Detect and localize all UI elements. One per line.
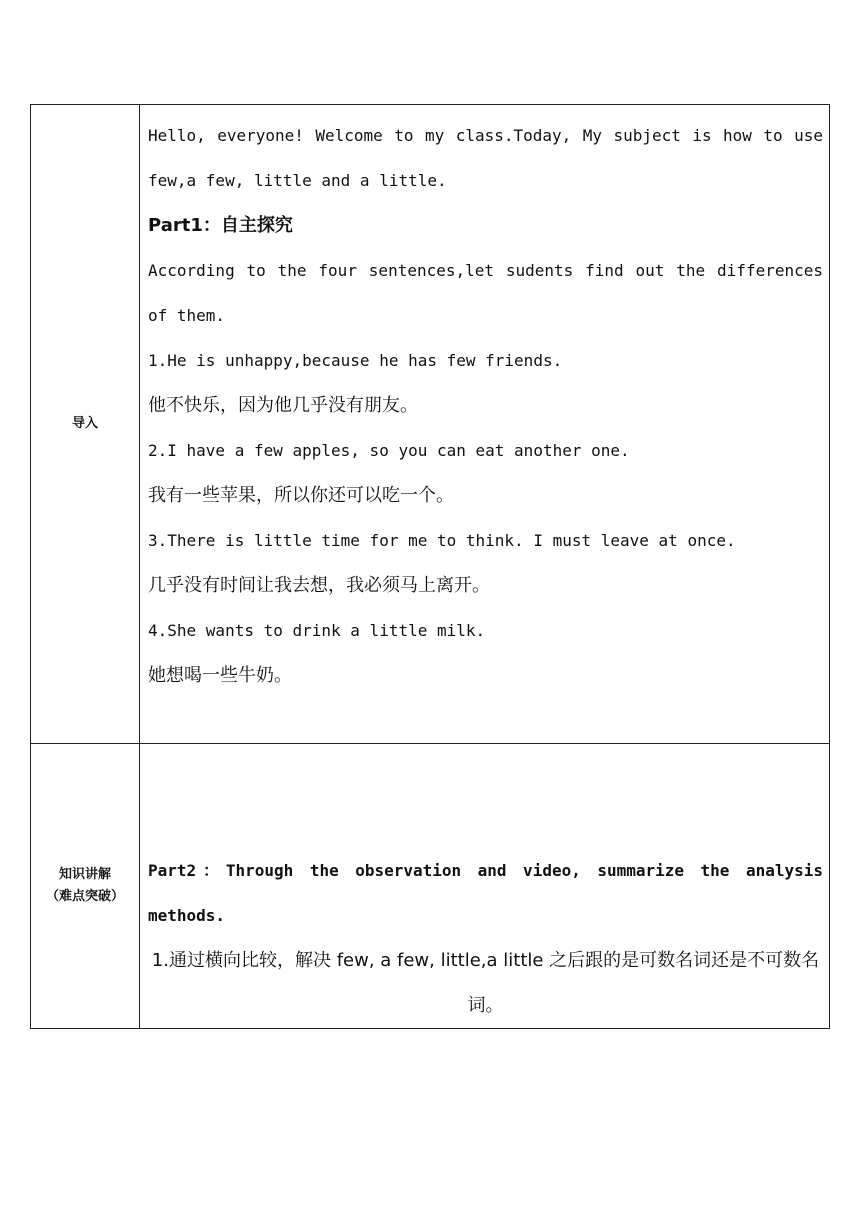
point-1-paragraph: 1.通过横向比较，解决 few, a few, little,a little 之后跟的是可数名词还是不可数名词。: [151, 950, 820, 1016]
intro-paragraph: Hello, everyone! Welcome to my class.Today, My subject is how to use few,a few, little and a little.: [148, 126, 823, 190]
example-4-chinese: 她想喝一些牛奶。: [148, 665, 292, 686]
row-label-text: 导入: [71, 416, 98, 431]
instruction-paragraph: According to the four sentences,let sudents find out the differences of them.: [148, 261, 823, 325]
table-row-intro: [31, 105, 830, 744]
example-1-english: 1.He is unhappy,because he has few friends.: [148, 351, 563, 370]
row-label-intro: [31, 105, 140, 744]
blank-space: [148, 752, 823, 848]
row-label-line2: （难点突破）: [45, 889, 124, 904]
example-2-chinese: 我有一些苹果，所以你还可以吃一个。: [148, 485, 454, 506]
intro-content-cell: [140, 105, 830, 744]
table-row-knowledge: [31, 744, 830, 1029]
example-4-english: 4.She wants to drink a little milk.: [148, 621, 486, 640]
example-2-english: 2.I have a few apples, so you can eat another one.: [148, 441, 630, 460]
example-3-english: 3.There is little time for me to think. I must leave at once.: [148, 531, 736, 550]
row-label-knowledge: [31, 744, 140, 1029]
part1-title: Part1：自主探究: [148, 215, 293, 236]
example-3-chinese: 几乎没有时间让我去想，我必须马上离开。: [148, 575, 490, 596]
example-1-chinese: 他不快乐，因为他几乎没有朋友。: [148, 395, 418, 416]
knowledge-content-cell: [140, 744, 830, 1029]
part2-paragraph: Part2：Through the observation and video, summarize the analysis methods.: [148, 861, 823, 925]
lesson-plan-table: [30, 104, 830, 1029]
row-label-line1: 知识讲解: [58, 867, 111, 882]
